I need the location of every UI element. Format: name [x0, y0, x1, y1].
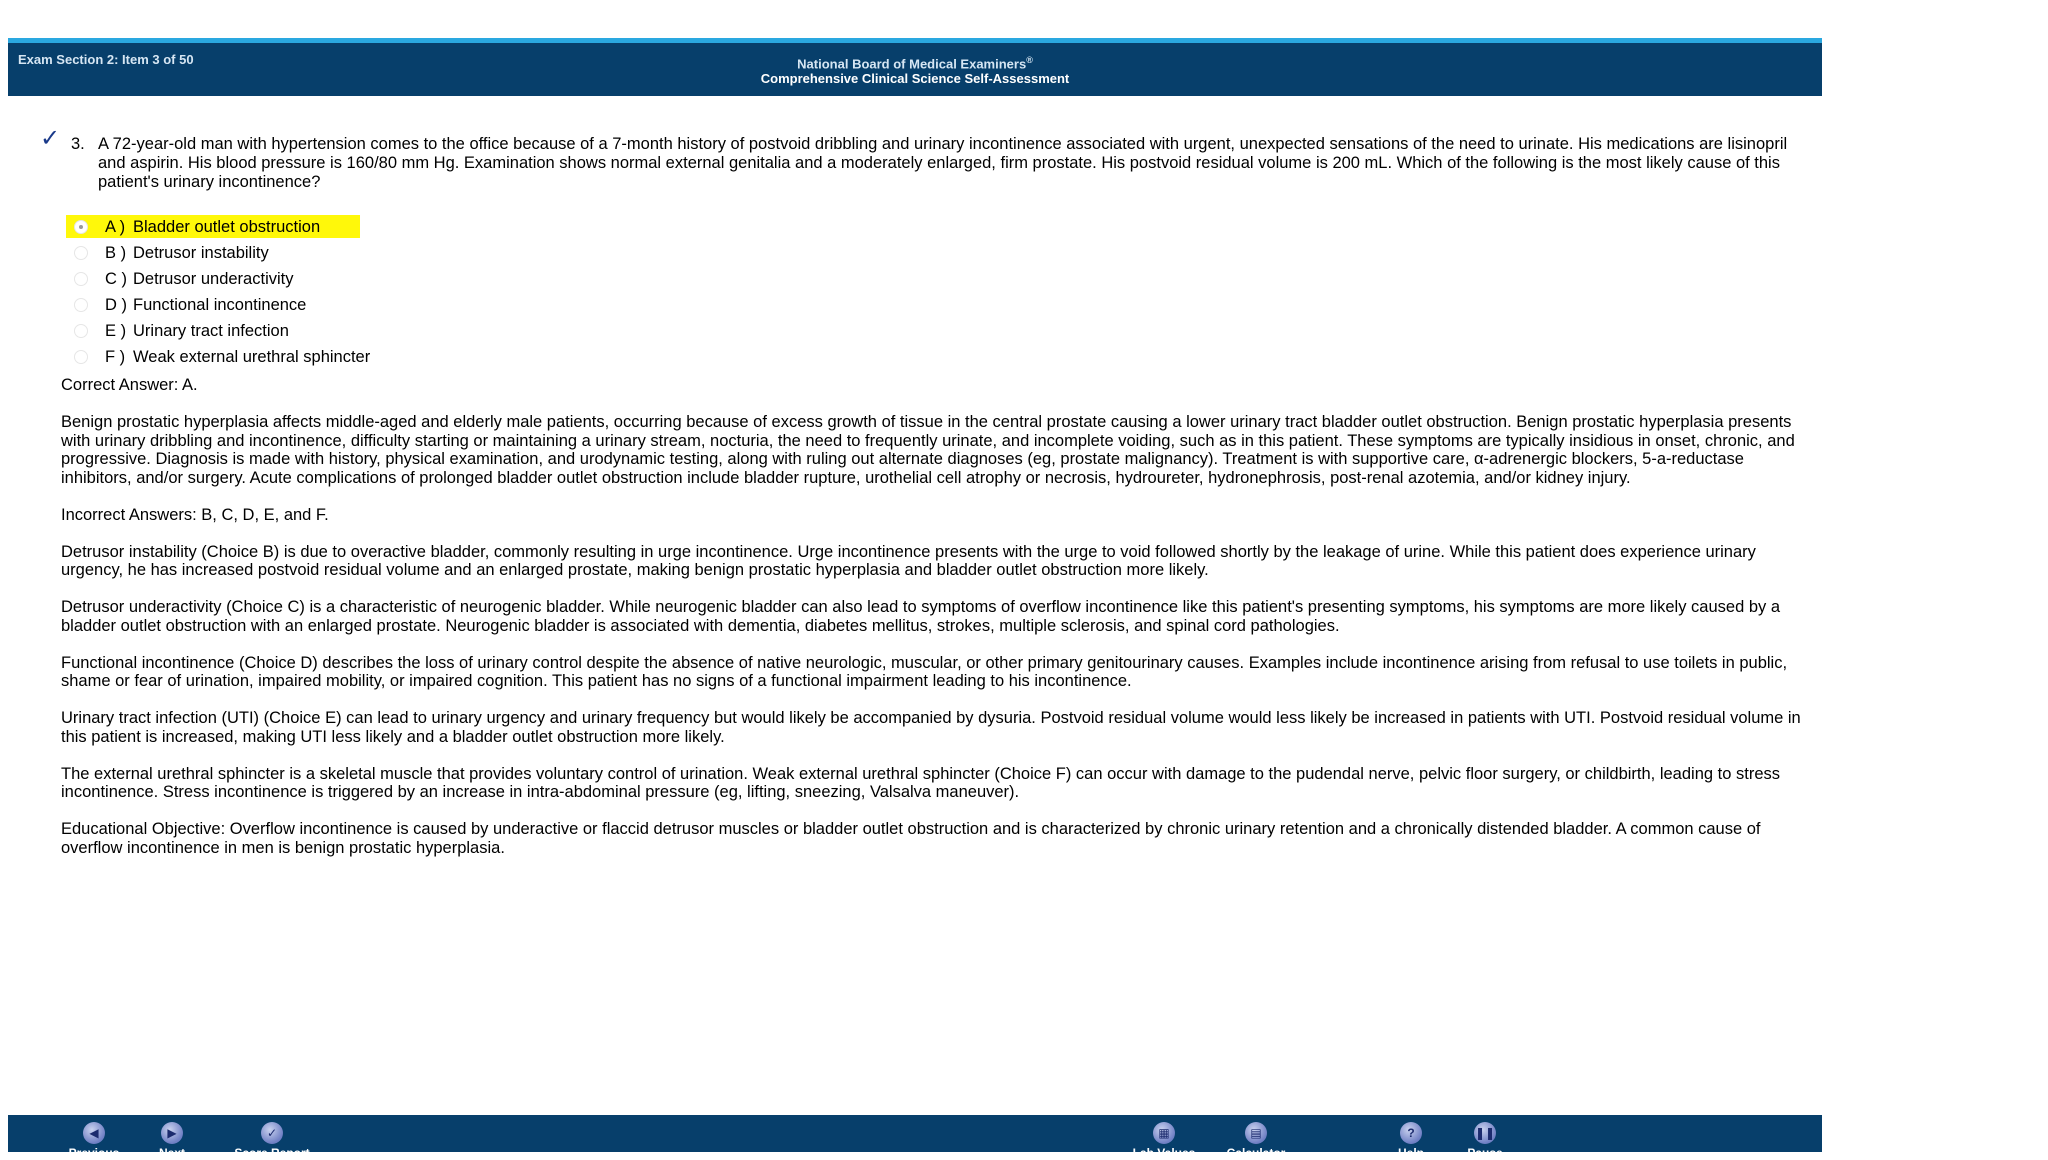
pause-button[interactable]: ❚❚ Pause [1440, 1122, 1530, 1160]
lab-values-button[interactable]: ▦ Lab Values [1119, 1122, 1209, 1160]
question-number: 3. [71, 135, 85, 153]
correct-explanation: Benign prostatic hyperplasia affects middle-aged and elderly male patients, occurring because of excess growth of tissue in the central prostate causing a lower urinary tract bladder outlet obstruction. Benign prostatic hyperplasia presents with urinary dribbling and incontinence, difficulty starting or maintaining a urinary stream, nocturia, the need to frequently urinate, and incomplete voiding, such as in this patient. These symptoms are typically insidious in onset, chronic, and progressive. Diagnosis is made with history, physical examination, and urodynamic testing, along with ruling out alternate diagnoses (eg, prostate malignancy). Treatment is with supportive care, α-adrenergic blockers, 5-a-reductase inhibitors, and/or surgery. Acute complications of prolonged bladder outlet obstruction include bladder rupture, urothelial cell atrophy or necrosis, hydroureter, hydronephrosis, post-renal azotemia, and/or kidney injury. [61, 413, 1795, 487]
radio-button-selected[interactable] [74, 220, 88, 234]
answer-explanation [61, 376, 1817, 876]
explanation-paragraph: Functional incontinence (Choice D) describes the loss of urinary control despite the absence of native neurologic, muscular, or other primary genitourinary causes. Examples include incontinence arising from refusal to use toilets in public, shame or fear of urination, impaired mobility, or impaired cognition. This patient has no signs of a functional impairment leading to his incontinence. [61, 653, 1788, 690]
choice-f[interactable] [66, 344, 666, 370]
choice-b[interactable] [66, 240, 666, 266]
radio-button[interactable] [74, 350, 88, 364]
arrow-right-icon: ▶ [161, 1122, 183, 1144]
calculator-button[interactable]: ▤ Calculator [1211, 1122, 1301, 1160]
checkmark-icon: ✓ [261, 1122, 283, 1144]
choice-letter: C ) [105, 270, 127, 288]
help-button[interactable]: ? Help [1366, 1122, 1456, 1160]
next-button[interactable]: ▶ Next [127, 1122, 217, 1160]
choice-d[interactable] [66, 292, 666, 318]
calculator-icon: ▤ [1245, 1122, 1267, 1144]
choice-text: Detrusor instability [133, 244, 269, 262]
radio-button[interactable] [74, 246, 88, 260]
explanation-paragraph: Detrusor underactivity (Choice C) is a characteristic of neurogenic bladder. While neurogenic bladder can also lead to symptoms of overflow incontinence like this patient's presenting symptoms, his symptoms are more likely caused by a bladder outlet obstruction with an enlarged prostate. Neurogenic bladder is associated with dementia, diabetes mellitus, strokes, multiple sclerosis, and spinal cord pathologies. [61, 598, 1781, 635]
lab-values-icon: ▦ [1153, 1122, 1175, 1144]
choice-text: Functional incontinence [133, 296, 307, 314]
choice-c[interactable] [66, 266, 666, 292]
incorrect-answers: Incorrect Answers: B, C, D, E, and F. [61, 505, 329, 524]
radio-button[interactable] [74, 324, 88, 338]
explanation-paragraph: Detrusor instability (Choice B) is due to overactive bladder, commonly resulting in urge incontinence. Urge incontinence presents with the urge to void followed shortly by the leakage of urine. While this patient does experience urinary urgency, he has increased postvoid residual volume and an enlarged prostate, making benign prostatic hyperplasia and bladder outlet obstruction more likely. [61, 542, 1756, 579]
arrow-left-icon: ◀ [83, 1122, 105, 1144]
choice-e[interactable] [66, 318, 666, 344]
radio-button[interactable] [74, 272, 88, 286]
choice-letter: E ) [105, 322, 127, 340]
choice-letter: D ) [105, 296, 127, 314]
pause-icon: ❚❚ [1474, 1122, 1496, 1144]
header-title-block [8, 53, 1822, 86]
choice-text: Urinary tract infection [133, 322, 289, 340]
choice-letter: A ) [105, 218, 126, 236]
checkmark-icon: ✓ [40, 125, 61, 152]
exam-footer-toolbar [8, 1115, 1822, 1160]
choice-text: Weak external urethral sphincter [133, 348, 371, 366]
registered-mark: ® [1026, 55, 1033, 65]
exam-title: Comprehensive Clinical Science Self-Assessment [760, 71, 1070, 87]
question-stem: A 72-year-old man with hypertension comes to the office because of a 7-month history of postvoid dribbling and urinary incontinence associated with urgent, unexpected sensations of the need to urinate. His medications are lisinopril and aspirin. His blood pressure is 160/80 mm Hg. Examination shows normal external genitalia and a moderately enlarged, firm prostate. His postvoid residual volume is 200 mL. Which of the following is the most likely cause of this patient's urinary incontinence? [98, 135, 1788, 191]
org-name: National Board of Medical Examiners® [797, 55, 1033, 72]
help-icon: ? [1400, 1122, 1422, 1144]
answer-choices [66, 214, 666, 370]
explanation-paragraph: The external urethral sphincter is a skeletal muscle that provides voluntary control of urination. Weak external urethral sphincter (Choice F) can occur with damage to the pudendal nerve, pelvic floor surgery, or childbirth, leading to stress incontinence. Stress incontinence is triggered by an increase in intra-abdominal pressure (eg, lifting, sneezing, Valsalva maneuver). [61, 764, 1780, 801]
score-report-button[interactable]: ✓ Score Report [227, 1122, 317, 1160]
choice-letter: F ) [105, 348, 126, 366]
item-counter: Exam Section 2: Item 3 of 50 [18, 52, 194, 67]
choice-letter: B ) [105, 244, 127, 262]
choice-text: Bladder outlet obstruction [133, 218, 321, 236]
radio-button[interactable] [74, 298, 88, 312]
exam-header [8, 38, 1822, 96]
explanation-paragraph: Urinary tract infection (UTI) (Choice E) can lead to urinary urgency and urinary frequency but would likely be accompanied by dysuria. Postvoid residual volume would less likely be increased in patients with UTI. Postvoid residual volume in this patient is increased, making UTI less likely and a bladder outlet obstruction more likely. [61, 709, 1801, 746]
educational-objective: Educational Objective: Overflow incontinence is caused by underactive or flaccid detrusor muscles or bladder outlet obstruction and is characterized by chronic urinary retention and a chronically distended bladder. A common cause of overflow incontinence in men is benign prostatic hyperplasia. [61, 820, 1761, 857]
correct-answer: Correct Answer: A. [61, 376, 198, 394]
previous-button[interactable]: ◀ Previous [49, 1122, 139, 1160]
choice-a[interactable] [66, 214, 666, 240]
choice-text: Detrusor underactivity [133, 270, 294, 288]
